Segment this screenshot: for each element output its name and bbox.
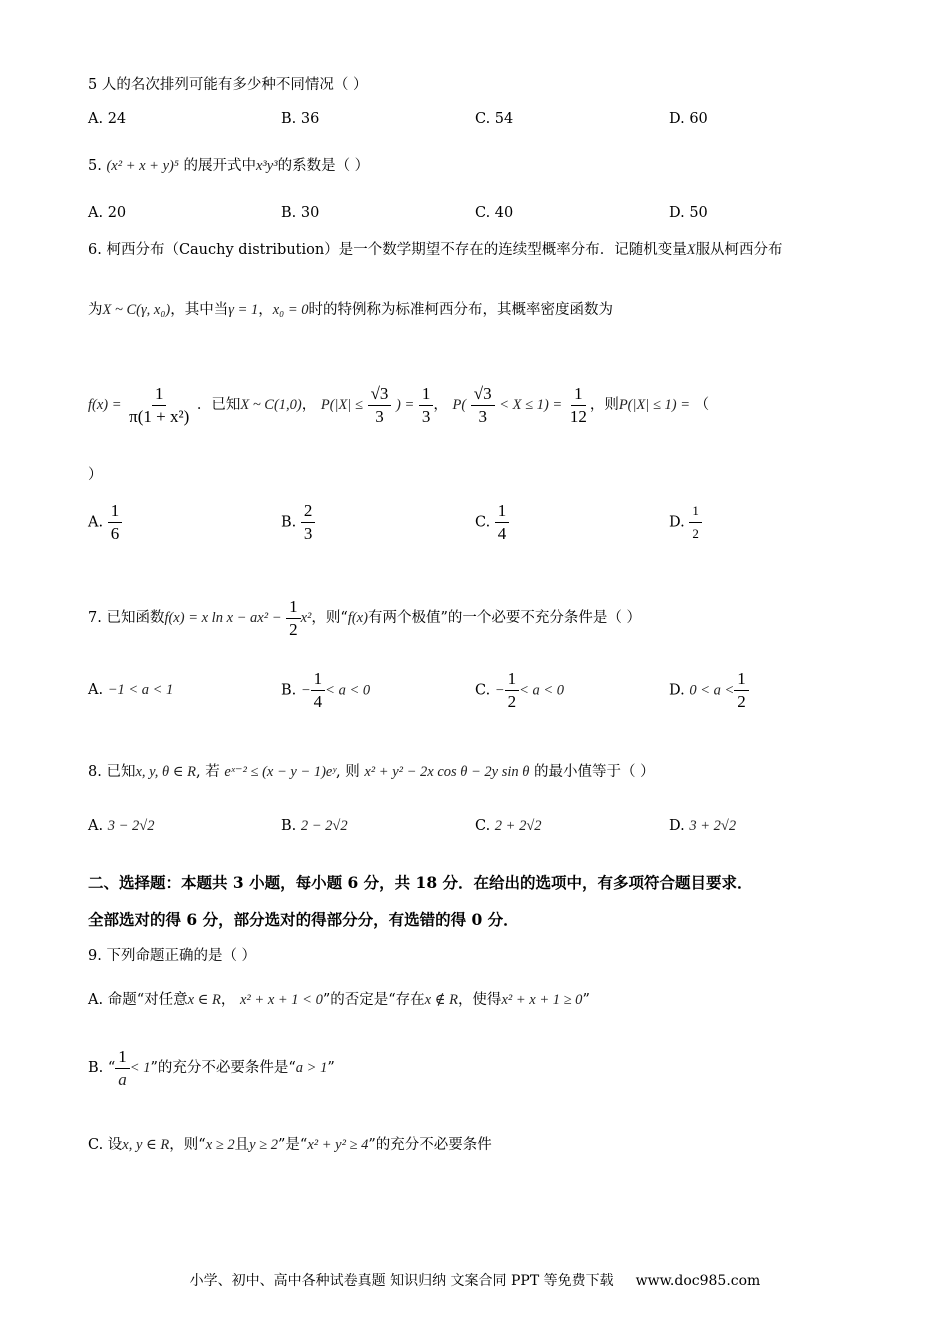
footer-text: 小学、初中、高中各种试卷真题 知识归纳 文案合同 PPT 等免费下载 xyxy=(189,1273,614,1289)
q7-option-d: D. 0 < a < $\frac{1}{2}$ xyxy=(669,668,749,713)
q9-option-a: A. 命题“对任意x ∈ R， x² + x + 1 < 0”的否定是“存在x ∉ R，使得x² + x + 1 ≥ 0” xyxy=(88,992,590,1008)
q6-stem-line2: 为X ~ C(γ, x₀)，其中当γ = 1，x₀ = 0时的特例称为标准柯西分布，其概率密度函数为 xyxy=(88,302,613,318)
q8-option-b: B. 2 − 2√2 xyxy=(281,818,348,834)
q5-term: x³y³ xyxy=(256,158,278,174)
q8-option-a: A. 3 − 2√2 xyxy=(88,818,155,834)
q5-stem: 5. (x² + x + y)⁵ 的展开式中x³y³的系数是（ ） xyxy=(88,158,370,174)
q9-stem: 9. 下列命题正确的是（ ） xyxy=(88,948,257,964)
q6-option-b: B. $\frac{2}{3}$ xyxy=(281,500,315,545)
q8-option-d: D. 3 + 2√2 xyxy=(669,818,737,834)
section2-heading-line2: 全部选对的得 6 分，部分选对的得部分分，有选错的得 0 分． xyxy=(88,910,519,929)
q7-stem: 7. 已知函数f(x) = x ln x − ax² − $\frac{1}{2}$ x²，则“f(x)有两个极值”的一个必要不充分条件是（ ） xyxy=(88,596,641,639)
q8-option-c: C. 2 + 2√2 xyxy=(475,818,542,834)
q9-option-b: B. “ $\frac{1}{a}$ < 1”的充分不必要条件是“a > 1” xyxy=(88,1046,335,1089)
q7-option-b: B. − $\frac{1}{4}$ < a < 0 xyxy=(281,669,371,711)
q9-option-c: C. 设x, y ∈ R，则“x ≥ 2且y ≥ 2”是“x² + y² ≥ 4”的充分不必要条件 xyxy=(88,1137,492,1153)
q7-option-a: A. −1 < a < 1 xyxy=(88,682,174,698)
section2-heading-line1: 二、选择题：本题共 3 小题，每小题 6 分，共 18 分．在给出的选项中，有多项符合题目要求． xyxy=(88,873,753,892)
q6-option-d: D. $\frac{1}{2}$ xyxy=(669,500,702,545)
q5-option-d: D. 50 xyxy=(669,205,708,221)
q6-stem-line3: f(x) = $\frac{1}{\text{π(1 + x²)}}$ ．已知X ~ C(1,0)， P(|X| ≤ $\frac{√3}{3}$ ) = $\frac{1}{3}$ ， P( $\frac{√3}{3}$ < X ≤ 1) = $\frac{1}{12}$ ，则P(|X| ≤ 1) = （ xyxy=(88,383,710,426)
page-footer xyxy=(0,1270,950,1290)
q4-option-a: A. 24 xyxy=(88,111,127,127)
q6-stem-paren-close: ） xyxy=(88,467,103,483)
footer-site-link[interactable]: www.doc985.com xyxy=(635,1273,761,1289)
q6-stem-line1: 6. 柯西分布（Cauchy distribution）是一个数学期望不存在的连续型概率分布．记随机变量X服从柯西分布 xyxy=(88,242,783,258)
q4-stem: 5 人的名次排列可能有多少种不同情况（ ） xyxy=(88,77,368,93)
q5-option-c: C. 40 xyxy=(475,205,514,221)
q6-option-a: A. $\frac{1}{6}$ xyxy=(88,500,122,545)
q5-expression: (x² + x + y)⁵ xyxy=(106,158,179,174)
q5-option-a: A. 20 xyxy=(88,205,127,221)
q6-density-fraction: $\frac{1}{\text{π(1 + x²)}}$ xyxy=(129,383,190,426)
q8-stem: 8. 已知x, y, θ ∈ R, 若 eˣ⁻² ≤ (x − y − 1)eʸ, 则 x² + y² − 2x cos θ − 2y sin θ 的最小值等于（ ） xyxy=(88,764,655,780)
q7-option-c: C. − $\frac{1}{2}$ < a < 0 xyxy=(475,669,565,711)
q5-option-b: B. 30 xyxy=(281,205,320,221)
q4-option-c: C. 54 xyxy=(475,111,514,127)
q4-option-b: B. 36 xyxy=(281,111,320,127)
q6-option-c: C. $\frac{1}{4}$ xyxy=(475,500,509,545)
q4-option-d: D. 60 xyxy=(669,111,708,127)
